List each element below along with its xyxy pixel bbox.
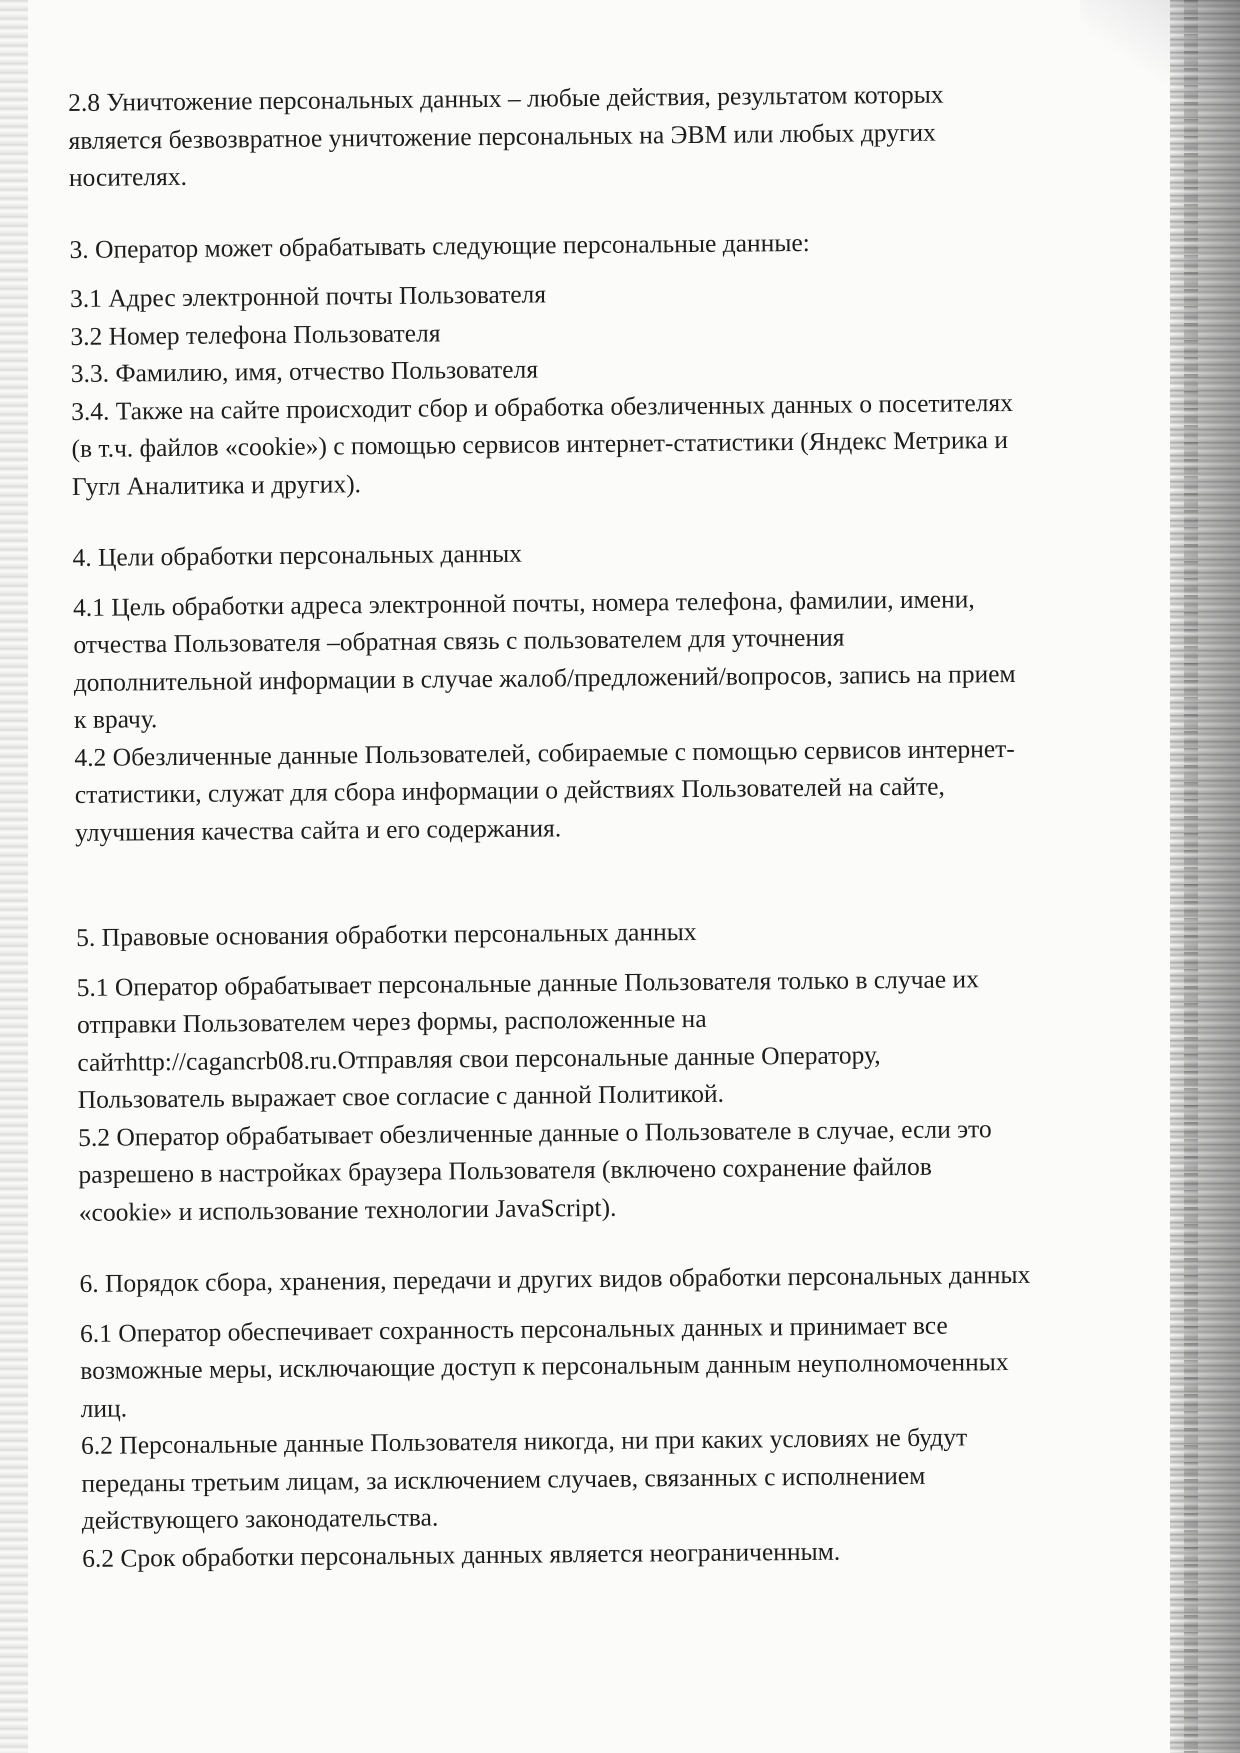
text-line: носителях. bbox=[68, 161, 188, 192]
text-line: (в т.ч. файлов «cookie») с помощью сервисов интернет-статистики (Яндекс Метрика и bbox=[71, 424, 1009, 463]
text-line: отчества Пользователя –обратная связь с пользователем для уточнения bbox=[73, 622, 845, 659]
document-body bbox=[68, 73, 1193, 1607]
section-heading: 5. Правовые основания обработки персональных данных bbox=[76, 917, 697, 952]
text-line: лиц. bbox=[80, 1392, 128, 1423]
text-line: отправки Пользователем через формы, расположенные на bbox=[76, 1003, 707, 1039]
scan-edge-left bbox=[0, 0, 28, 1753]
text-line: действующего законодательства. bbox=[81, 1502, 439, 1535]
text-line: сайтhttp://cagancrb08.ru.Отправляя свои персональные данные Оператору, bbox=[77, 1039, 881, 1077]
text-line: 3.2 Номер телефона Пользователя bbox=[70, 317, 441, 351]
text-line: к врачу. bbox=[73, 704, 158, 734]
text-line: 6.2 Срок обработки персональных данных является неограниченным. bbox=[82, 1536, 841, 1573]
section-heading: 4. Цели обработки персональных данных bbox=[72, 538, 523, 572]
text-line: дополнительной информации в случае жалоб/предложений/вопросов, запись на прием bbox=[73, 658, 1016, 697]
text-line: является безвозвратное уничтожение персональных на ЭВМ или любых других bbox=[68, 117, 936, 155]
text-line: разрешено в настройках браузера Пользователя (включено сохранение файлов bbox=[78, 1151, 932, 1189]
section-2-8 bbox=[68, 73, 1179, 196]
text-line: улучшения качества сайта и его содержания. bbox=[75, 812, 562, 847]
text-line: 3.4. Также на сайте происходит сбор и обработка обезличенных данных о посетителях bbox=[70, 387, 1014, 426]
paragraph-4 bbox=[73, 578, 1185, 851]
text-line: статистики, служат для сбора информации о действиях Пользователей на сайте, bbox=[74, 771, 945, 809]
paragraph-3 bbox=[70, 269, 1182, 505]
paragraph-6 bbox=[80, 1304, 1192, 1577]
text-line: переданы третьим лицам, за исключением случаев, связанных с исполнением bbox=[81, 1460, 926, 1498]
text-line: 5.2 Оператор обрабатывает обезличенные данные о Пользователе в случае, если это bbox=[77, 1113, 992, 1152]
text-line: 6.2 Персональные данные Пользователя никогда, ни при каких условиях не будут bbox=[80, 1422, 968, 1460]
text-line: 6.1 Оператор обеспечивает сохранность персональных данных и принимает все bbox=[79, 1310, 948, 1348]
text-line: Гугл Аналитика и других). bbox=[71, 468, 362, 501]
text-line: 3.1 Адрес электронной почты Пользователя bbox=[69, 279, 547, 313]
section-5 bbox=[76, 908, 1189, 1231]
text-line: 4.1 Цель обработки адреса электронной почты, номера телефона, фамилии, имени, bbox=[72, 583, 975, 622]
text-line: 3.3. Фамилию, имя, отчество Пользователя bbox=[70, 354, 539, 388]
paragraph-2-8 bbox=[68, 73, 1179, 196]
text-line: «cookie» и использование технологии JavaScript). bbox=[78, 1192, 617, 1227]
section-heading: 6. Порядок сбора, хранения, передачи и других видов обработки персональных данных bbox=[79, 1259, 1031, 1298]
section-3 bbox=[69, 220, 1182, 505]
text-line: 5.1 Оператор обрабатывает персональные данные Пользователя только в случае их bbox=[76, 963, 980, 1002]
text-line: возможные меры, исключающие доступ к персональным данным неуполномоченных bbox=[80, 1347, 1009, 1385]
text-line: 2.8 Уничтожение персональных данных – любые действия, результатом которых bbox=[68, 79, 944, 117]
section-heading: 3. Оператор может обрабатывать следующие персональные данные: bbox=[69, 227, 810, 264]
text-line: Пользователь выражает свое согласие с данной Политикой. bbox=[77, 1078, 725, 1114]
section-4 bbox=[72, 528, 1185, 851]
paragraph-5 bbox=[76, 958, 1188, 1231]
section-6 bbox=[79, 1254, 1192, 1577]
text-line: 4.2 Обезличенные данные Пользователей, собираемые с помощью сервисов интернет- bbox=[74, 733, 1015, 772]
